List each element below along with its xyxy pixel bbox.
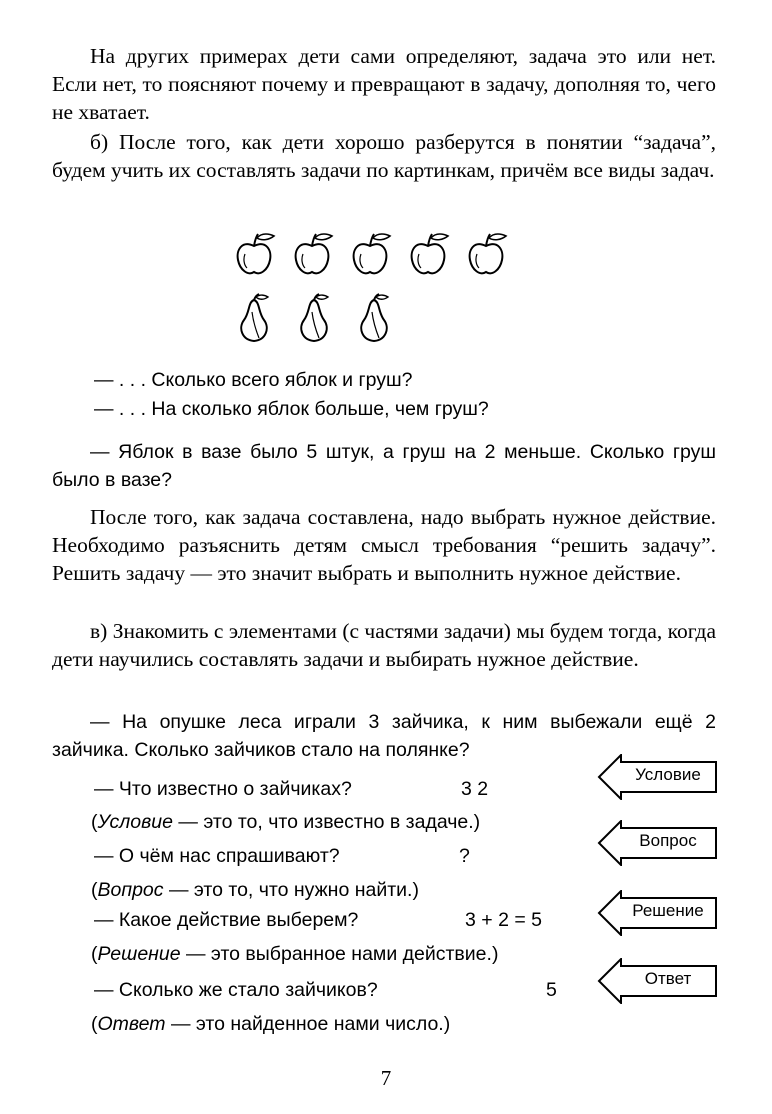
definition-solution-text: — это выбранное нами действие.) [180, 943, 499, 965]
paragraph-picture-tasks: б) После того, как дети хорошо разберутся в понятии “задача”, будем учить их составлять задачи по картинкам, причём все виды задач. [52, 130, 716, 182]
open-paren: ( [91, 943, 98, 965]
term-answer: Ответ [97, 1013, 166, 1035]
open-paren: ( [91, 1013, 98, 1035]
paragraph-bunnies-task: — На опушке леса играли 3 зайчика, к ним выбежали ещё 2 зайчика. Сколько зайчиков стало на полянке? [52, 711, 716, 761]
definition-solution [91, 940, 498, 968]
pear-icon [301, 294, 328, 341]
arrow-label-question [597, 820, 719, 866]
apple-icon [354, 234, 390, 273]
apple-icon [238, 234, 274, 273]
pear-icon [361, 294, 388, 341]
answer-asked: ? [459, 845, 470, 867]
apple-icon [470, 234, 506, 273]
open-paren: ( [91, 879, 98, 901]
arrow-label-solution [597, 890, 719, 936]
question-asked: — О чём нас спрашивают? [94, 845, 340, 867]
term-solution: Решение [97, 943, 181, 965]
paragraph-examples: На других примерах дети сами определяют, задача это или нет. Если нет, то поясняют почему и превращают в задачу, дополняя то, чего не хватает. [52, 44, 716, 124]
definition-answer-text: — это найденное нами число.) [165, 1013, 451, 1035]
arrow-label-text: Вопрос [639, 831, 697, 850]
apple-icon [296, 234, 332, 273]
page-number: 7 [380, 1066, 392, 1090]
term-question: Вопрос [97, 879, 164, 901]
term-condition: Условие [97, 811, 173, 833]
arrow-label-text: Решение [632, 901, 704, 920]
apple-icon [412, 234, 448, 273]
fruit-svg [234, 228, 534, 348]
paragraph-task-elements: в) Знакомить с элементами (с частями задачи) мы будем тогда, когда дети научились составлять задачи и выбирать нужное действие. [52, 619, 716, 671]
question-known: — Что известно о зайчиках? [94, 778, 352, 800]
answer-count: 5 [546, 979, 557, 1001]
question-difference: — . . . На сколько яблок больше, чем груш? [94, 398, 489, 420]
definition-condition [91, 808, 480, 836]
answer-action: 3 + 2 = 5 [465, 909, 542, 931]
arrow-label-answer [597, 958, 719, 1004]
answer-known: 3 2 [461, 778, 489, 800]
question-count: — Сколько же стало зайчиков? [94, 979, 378, 1001]
arrow-label-condition [597, 754, 719, 800]
arrow-label-text: Ответ [644, 969, 692, 988]
question-action: — Какое действие выберем? [94, 909, 359, 931]
paragraph-vase-task: — Яблок в вазе было 5 штук, а груш на 2 меньше. Сколько груш было в вазе? [52, 441, 716, 491]
fruit-illustration [234, 228, 534, 348]
definition-question-text: — это то, что нужно найти.) [163, 879, 419, 901]
definition-condition-text: — это то, что известно в задаче.) [173, 811, 481, 833]
pear-icon [241, 294, 268, 341]
definition-answer [91, 1010, 450, 1038]
arrow-label-text: Условие [635, 765, 701, 784]
definition-question [91, 876, 419, 904]
question-total: — . . . Сколько всего яблок и груш? [94, 369, 413, 391]
open-paren: ( [91, 811, 98, 833]
paragraph-choose-action: После того, как задача составлена, надо выбрать нужное действие. Необходимо разъяснить детям смысл требования “решить задачу”. Решить задачу — это значит выбрать и выполнить нужное действие. [52, 505, 716, 585]
